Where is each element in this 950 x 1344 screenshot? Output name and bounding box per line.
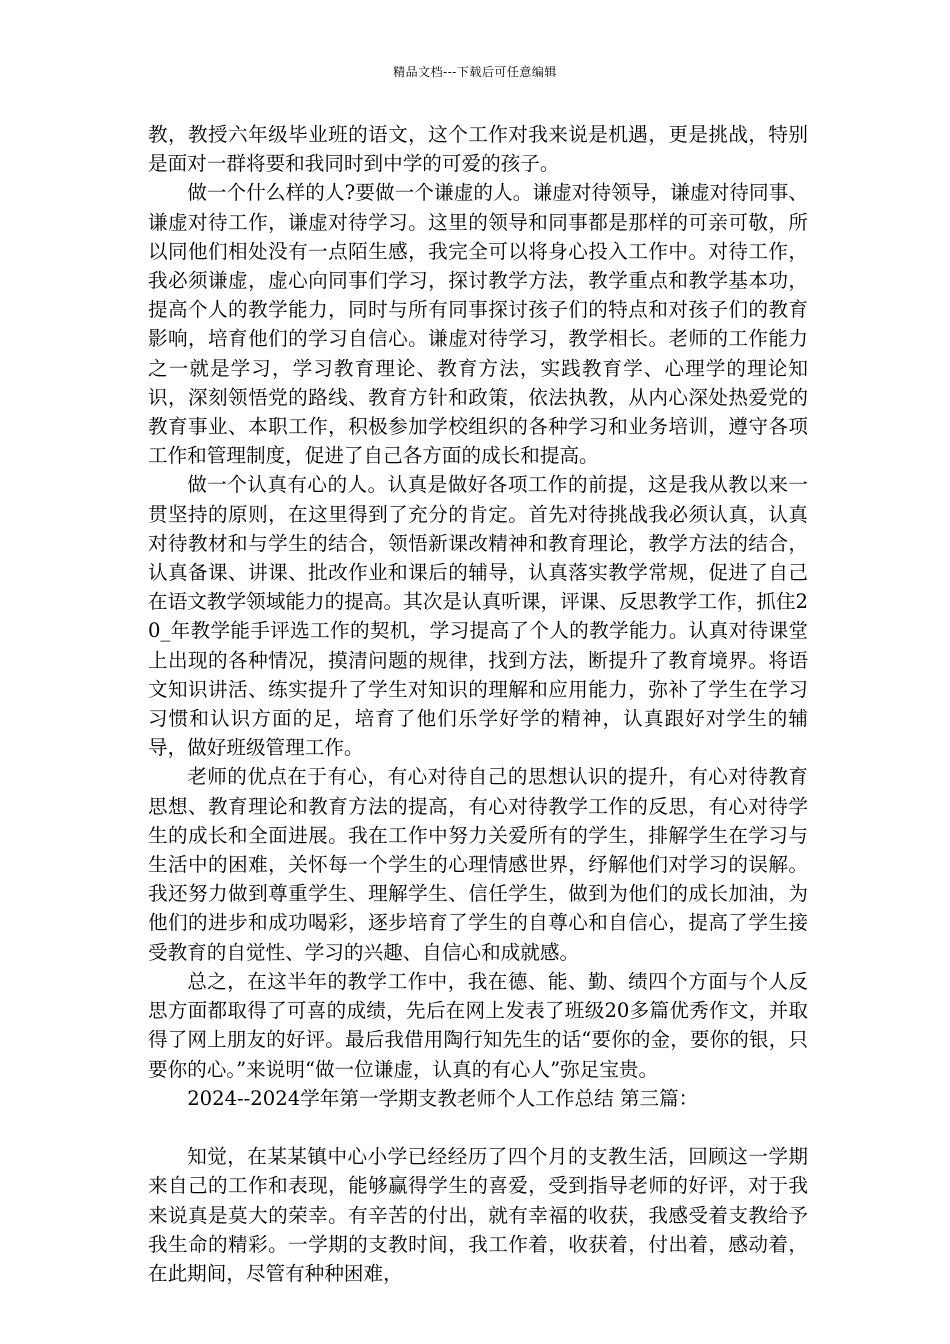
- section-heading: 2024--2024学年第一学期支教老师个人工作总结 第三篇：: [187, 1086, 699, 1110]
- page-header: 精品文档---下载后可任意编辑: [393, 65, 557, 79]
- paragraph-continued: 教，教授六年级毕业班的语文，这个工作对我来说是机遇，更是挑战，特别是面对一群将要和我同时到中学的可爱的孩子。: [148, 123, 808, 176]
- paragraph-humble: 做一个什么样的人?要做一个谦虚的人。谦虚对待领导，谦虚对待同事、谦虚对待工作，谦虚对待学习。这里的领导和同事都是那样的可亲可敬，所以同他们相处没有一点陌生感，我完全可以将身心投入工作中。对待工作，我必须谦虚，虚心向同事们学习，探讨教学方法，教学重点和教学基本功，提高个人的教学能力，同时与所有同事探讨孩子们的特点和对孩子们的教育影响，培育他们的学习自信心。谦虚对待学习，教学相长。老师的工作能力之一就是学习，学习教育理论、教育方法，实践教育学、心理学的理论知识，深刻领悟党的路线、教育方针和政策，依法执教，从内心深处热爱党的教育事业、本职工作，积极参加学校组织的各种学习和业务培训，遵守各项工作和管理制度，促进了自己各方面的成长和提高。: [148, 181, 808, 468]
- paragraph-attentive: 老师的优点在于有心，有心对待自己的思想认识的提升，有心对待教育思想、教育理论和教育方法的提高，有心对待教学工作的反思，有心对待学生的成长和全面进展。我在工作中努力关爱所有的学生，排解学生在学习与生活中的困难，关怀每一个学生的心理情感世界，纾解他们对学习的误解。我还努力做到尊重学生、理解学生、信任学生，做到为他们的成长加油，为他们的进步和成功喝彩，逐步培育了学生的自尊心和自信心，提高了学生接受教育的自觉性、学习的兴趣、自信心和成就感。: [148, 765, 808, 964]
- paragraph-earnest: 做一个认真有心的人。认真是做好各项工作的前提，这是我从教以来一贯坚持的原则，在这里得到了充分的肯定。首先对待挑战我必须认真，认真对待教材和与学生的结合，领悟新课改精神和教育理论，教学方法的结合，认真备课、讲课、批改作业和课后的辅导，认真落实教学常规，促进了自己在语文教学领域能力的提高。其次是认真听课，评课、反思教学工作，抓住20_年教学能手评选工作的契机，学习提高了个人的教学能力。认真对待课堂上出现的各种情况，摸清问题的规律，找到方法，断提升了教育境界。将语文知识讲活、练实提升了学生对知识的理解和应用能力，弥补了学生在学习习惯和认识方面的足，培育了他们乐学好学的精神，认真跟好对学生的辅导，做好班级管理工作。: [148, 473, 808, 760]
- document-body: [148, 120, 808, 1288]
- paragraph-section-three: 知觉，在某某镇中心小学已经经历了四个月的支教生活，回顾这一学期来自己的工作和表现，能够赢得学生的喜爱，受到指导老师的好评，对于我来说真是莫大的荣幸。有辛苦的付出，就有幸福的收获，我感受着支教给予我生命的精彩。一学期的支教时间，我工作着，收获着，付出着，感动着，在此期间，尽管有种种困难，: [148, 1145, 808, 1285]
- paragraph-summary: 总之，在这半年的教学工作中，我在德、能、勤、绩四个方面与个人反思方面都取得了可喜的成绩，先后在网上发表了班级20多篇优秀作文，并取得了网上朋友的好评。最后我借用陶行知先生的话“要你的金，要你的银，只要你的心。”来说明“做一位谦虚，认真的有心人”弥足宝贵。: [148, 969, 808, 1081]
